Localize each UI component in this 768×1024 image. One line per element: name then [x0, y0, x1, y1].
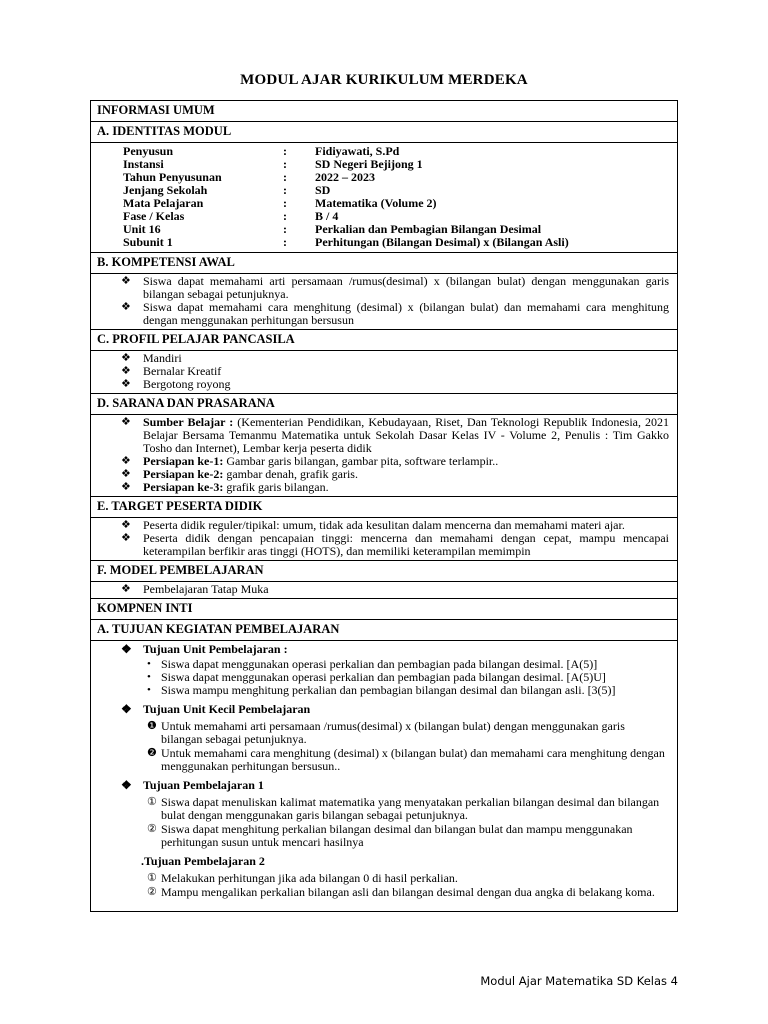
- identitas-row: Mata Pelajaran : Matematika (Volume 2): [123, 196, 437, 210]
- target-list: [91, 518, 677, 561]
- diamond-bullet-icon: ❖: [121, 378, 131, 390]
- number-two-icon: ❷: [147, 747, 157, 759]
- list-item: • Siswa mampu menghitung perkalian dan pembagian bilangan desimal dan bilangan asli. [3(5)]: [147, 683, 616, 697]
- tujuan-pembelajaran-1-heading: ❖ Tujuan Pembelajaran 1: [121, 778, 264, 792]
- circled-one-icon: ①: [147, 796, 157, 808]
- diamond-bullet-icon: ❖: [121, 301, 131, 313]
- identitas-row: Subunit 1 : Perhitungan (Bilangan Desimal) x (Bilangan Asli): [123, 235, 569, 249]
- list-item: ❖ Siswa dapat memahami cara menghitung (desimal) x (bilangan bulat) dan memahami cara menghitung dengan menggunakan perhitungan bersusun: [121, 300, 669, 327]
- list-item: ❖ Bergotong royong: [121, 377, 231, 391]
- diamond-bullet-icon: ❖: [121, 583, 131, 595]
- list-item: ② Siswa dapat menghitung perkalian bilangan desimal dan bilangan bulat dan mampu menggunakan perhitungan susun untuk mencari hasilnya: [147, 822, 633, 849]
- kompetensi-list: [91, 274, 677, 330]
- diamond-bullet-icon: ❖: [121, 481, 131, 493]
- list-item: ❖ Sumber Belajar : (Kementerian Pendidikan, Kebudayaan, Riset, Dan Teknologi Republik Indonesia, 2021 Belajar Bersama Temanmu Matematika untuk Sekolah Dasar Kelas IV - Volume 2, Penulis : Tim Gakko Tosho dan Internet), Lembar kerja peserta didik: [121, 415, 670, 455]
- list-item: ② Mampu mengalikan perkalian bilangan asli dan bilangan desimal dengan dua angka di belakang koma.: [147, 885, 655, 899]
- circled-two-icon: ②: [147, 886, 157, 898]
- list-item: ❖ Bernalar Kreatif: [121, 364, 222, 378]
- dot-bullet-icon: •: [147, 671, 151, 683]
- tujuan-pembelajaran-2-heading: .Tujuan Pembelajaran 2: [141, 854, 265, 868]
- list-item: ❷ Untuk memahami cara menghitung (desimal) x (bilangan bulat) dan memahami cara menghitung dengan menggunakan perhitungan bersusun..: [147, 746, 665, 773]
- section-model-pembelajaran: F. MODEL PEMBELAJARAN: [91, 561, 677, 582]
- list-item: ❶ Untuk memahami arti persamaan /rumus(desimal) x (bilangan bulat) dengan menggunakan garis bilangan sebagai petunjuknya.: [147, 719, 625, 746]
- tujuan-unit-heading: ❖ Tujuan Unit Pembelajaran :: [121, 642, 288, 656]
- dot-bullet-icon: •: [147, 684, 151, 696]
- diamond-bullet-icon: ❖: [121, 352, 131, 364]
- diamond-bullet-icon: ❖: [121, 642, 132, 656]
- diamond-bullet-icon: ❖: [121, 778, 132, 792]
- list-item: ① Siswa dapat menuliskan kalimat matematika yang menyatakan perkalian bilangan desimal dan bilangan bulat dengan menggunakan garis bilangan sebagai petunjuknya.: [147, 795, 660, 822]
- diamond-bullet-icon: ❖: [121, 702, 132, 716]
- section-kompnen-inti: KOMPNEN INTI: [91, 599, 677, 620]
- list-item: ❖ Persiapan ke-2: gambar denah, grafik garis.: [121, 467, 358, 481]
- profil-list: [91, 351, 677, 394]
- section-target-peserta: E. TARGET PESERTA DIDIK: [91, 497, 677, 518]
- diamond-bullet-icon: ❖: [121, 532, 131, 544]
- list-item: ❖ Pembelajaran Tatap Muka: [121, 582, 269, 596]
- section-informasi-umum: INFORMASI UMUM: [91, 101, 677, 122]
- page-footer: Modul Ajar Matematika SD Kelas 4: [480, 974, 678, 988]
- document-title: MODUL AJAR KURIKULUM MERDEKA: [240, 72, 528, 88]
- list-item: ❖ Siswa dapat memahami arti persamaan /rumus(desimal) x (bilangan bulat) dengan menggunakan garis bilangan sebagai petunjuknya.: [121, 274, 669, 301]
- circled-one-icon: ①: [147, 872, 157, 884]
- diamond-bullet-icon: ❖: [121, 455, 131, 467]
- tujuan-unit-kecil-heading: ❖ Tujuan Unit Kecil Pembelajaran: [121, 702, 311, 716]
- section-tujuan-kegiatan: A. TUJUAN KEGIATAN PEMBELAJARAN: [91, 620, 677, 641]
- identitas-row: Fase / Kelas : B / 4: [123, 209, 339, 223]
- diamond-bullet-icon: ❖: [121, 416, 131, 428]
- list-item: ① Melakukan perhitungan jika ada bilangan 0 di hasil perkalian.: [147, 871, 458, 885]
- identitas-row: Instansi : SD Negeri Bejijong 1: [123, 157, 423, 171]
- identitas-row: Unit 16 : Perkalian dan Pembagian Bilangan Desimal: [123, 222, 542, 236]
- diamond-bullet-icon: ❖: [121, 519, 131, 531]
- tujuan-content: [91, 641, 677, 911]
- section-identitas-modul: A. IDENTITAS MODUL: [91, 122, 677, 143]
- dot-bullet-icon: •: [147, 658, 151, 670]
- sarana-list: [91, 415, 677, 497]
- number-one-icon: ❶: [147, 720, 157, 732]
- module-table: [90, 100, 678, 912]
- section-profil-pelajar: C. PROFIL PELAJAR PANCASILA: [91, 330, 677, 351]
- section-kompetensi-awal: B. KOMPETENSI AWAL: [91, 253, 677, 274]
- identitas-row: Penyusun : Fidiyawati, S.Pd: [123, 144, 400, 158]
- diamond-bullet-icon: ❖: [121, 275, 131, 287]
- list-item: ❖ Persiapan ke-3: grafik garis bilangan.: [121, 480, 329, 494]
- list-item: ❖ Peserta didik reguler/tipikal: umum, tidak ada kesulitan dalam mencerna dan memahami materi ajar.: [121, 518, 625, 532]
- section-sarana-prasarana: D. SARANA DAN PRASARANA: [91, 394, 677, 415]
- identitas-list: [91, 143, 677, 253]
- list-item: ❖ Mandiri: [121, 351, 182, 365]
- identitas-row: Jenjang Sekolah : SD: [123, 183, 331, 197]
- diamond-bullet-icon: ❖: [121, 468, 131, 480]
- model-list: [91, 582, 677, 599]
- list-item: ❖ Persiapan ke-1: Gambar garis bilangan, gambar pita, software terlampir..: [121, 454, 499, 468]
- list-item: • Siswa dapat menggunakan operasi perkalian dan pembagian pada bilangan desimal. [A(5)U]: [147, 670, 606, 684]
- diamond-bullet-icon: ❖: [121, 365, 131, 377]
- circled-two-icon: ②: [147, 823, 157, 835]
- list-item: • Siswa dapat menggunakan operasi perkalian dan pembagian pada bilangan desimal. [A(5)]: [147, 657, 598, 671]
- list-item: ❖ Peserta didik dengan pencapaian tinggi: mencerna dan memahami dengan cepat, mampu mencapai keterampilan berfikir aras tinggi (HOTS), dan memiliki keterampilan memimpin: [121, 531, 669, 558]
- identitas-row: Tahun Penyusunan : 2022 – 2023: [123, 170, 375, 184]
